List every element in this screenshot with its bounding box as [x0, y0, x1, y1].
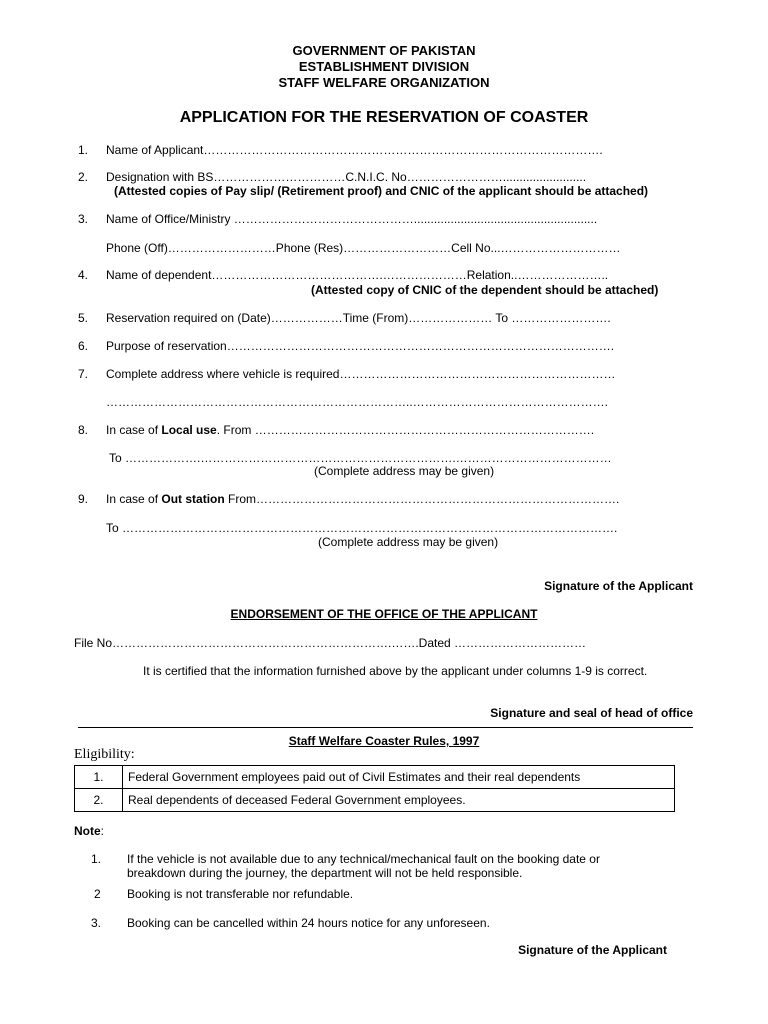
head-of-office-signature-label: Signature and seal of head of office: [490, 706, 693, 720]
out-station-from: From……………………………………………………………………………….: [224, 492, 620, 506]
out-station-from-field: [106, 492, 619, 506]
eligibility-number: 1.: [75, 766, 123, 789]
eligibility-text: Federal Government employees paid out of Civil Estimates and their real dependents: [123, 766, 675, 789]
vehicle-address-field: Complete address where vehicle is required……………………………………………………………: [106, 367, 616, 381]
local-use-to-field: To ……………….……………………………………………………….…………………………………: [109, 451, 612, 465]
header-government: GOVERNMENT OF PAKISTAN: [292, 43, 476, 58]
local-use-from-field: [106, 423, 594, 437]
item-4-attachment-note: (Attested copy of CNIC of the dependent should be attached): [311, 283, 659, 297]
item-9-number: 9.: [78, 492, 89, 506]
out-station-to-field: To …………………………………………………………………………………………………………….: [106, 521, 618, 535]
note-1-number: 1.: [91, 852, 102, 866]
eligibility-label: Eligibility:: [74, 747, 135, 762]
designation-cnic-field: Designation with BS……………………………C.N.I.C. No…………………….........................: [106, 170, 587, 184]
applicant-signature-label: Signature of the Applicant: [544, 579, 693, 593]
rules-heading: Staff Welfare Coaster Rules, 1997: [288, 734, 480, 748]
note-colon: :: [100, 824, 105, 838]
item-1-number: 1.: [78, 143, 89, 157]
eligibility-table: [74, 765, 675, 812]
divider-line: [78, 727, 693, 728]
note-3-number: 3.: [91, 916, 102, 930]
purpose-field: Purpose of reservation…………………………………………………………………………………….: [106, 339, 615, 353]
note-3-text: Booking can be cancelled within 24 hours notice for any unforeseen.: [127, 916, 490, 930]
applicant-name-field: Name of Applicant……………………………………………………………………………………….: [106, 143, 603, 157]
note-2-number: 2: [94, 887, 101, 901]
header-division: ESTABLISHMENT DIVISION: [298, 59, 470, 74]
endorsement-heading: ENDORSEMENT OF THE OFFICE OF THE APPLICANT: [230, 607, 538, 621]
out-station-prefix: In case of: [106, 492, 162, 506]
table-row: [75, 789, 675, 812]
eligibility-text: Real dependents of deceased Federal Government employees.: [123, 789, 675, 812]
office-ministry-field: Name of Office/Ministry ……………………………………….......................................................: [106, 212, 598, 226]
item-3-number: 3.: [78, 212, 89, 226]
out-station-label: Out station: [161, 492, 225, 506]
item-4-number: 4.: [78, 268, 89, 282]
dependent-name-field: Name of dependent…………………………………….…………………Relation..…………………..: [106, 268, 609, 282]
local-use-prefix: In case of: [106, 423, 162, 437]
eligibility-number: 2.: [75, 789, 123, 812]
reservation-date-time-field: Reservation required on (Date)………………Time (From)………………… To …………………….: [106, 311, 611, 325]
page-title: APPLICATION FOR THE RESERVATION OF COASTER: [179, 109, 589, 126]
table-row: [75, 766, 675, 789]
local-use-label: Local use: [161, 423, 217, 437]
header-organization: STAFF WELFARE ORGANIZATION: [278, 75, 490, 90]
file-no-dated-field: File No…………………………………………………………….…….Dated ……………………………: [74, 636, 587, 650]
item-6-number: 6.: [78, 339, 89, 353]
final-applicant-signature-label: Signature of the Applicant: [518, 943, 667, 957]
vehicle-address-continued: …………………………………………………………………..………………………………………….: [106, 395, 609, 409]
note-2-text: Booking is not transferable nor refundable.: [127, 887, 354, 901]
item-2-number: 2.: [78, 170, 89, 184]
note-label: Note: [74, 824, 101, 838]
item-2-attachment-note: (Attested copies of Pay slip/ (Retirement proof) and CNIC of the applicant should be attached): [114, 184, 649, 198]
phone-fields: Phone (Off)………………………Phone (Res)………………………Cell No...…………………………: [106, 241, 621, 255]
out-station-address-note: (Complete address may be given): [318, 535, 499, 549]
item-8-number: 8.: [78, 423, 89, 437]
certification-statement: It is certified that the information furnished above by the applicant under columns 1-9 is correct.: [143, 664, 648, 678]
local-use-from: . From ………………………………………………………………………….: [216, 423, 595, 437]
item-5-number: 5.: [78, 311, 89, 325]
local-use-address-note: (Complete address may be given): [314, 464, 495, 478]
note-1-line-1: If the vehicle is not available due to any technical/mechanical fault on the booking date or: [127, 852, 600, 866]
item-7-number: 7.: [78, 367, 89, 381]
note-heading: [74, 824, 104, 838]
note-1-line-2: breakdown during the journey, the department will not be held responsible.: [127, 866, 523, 880]
